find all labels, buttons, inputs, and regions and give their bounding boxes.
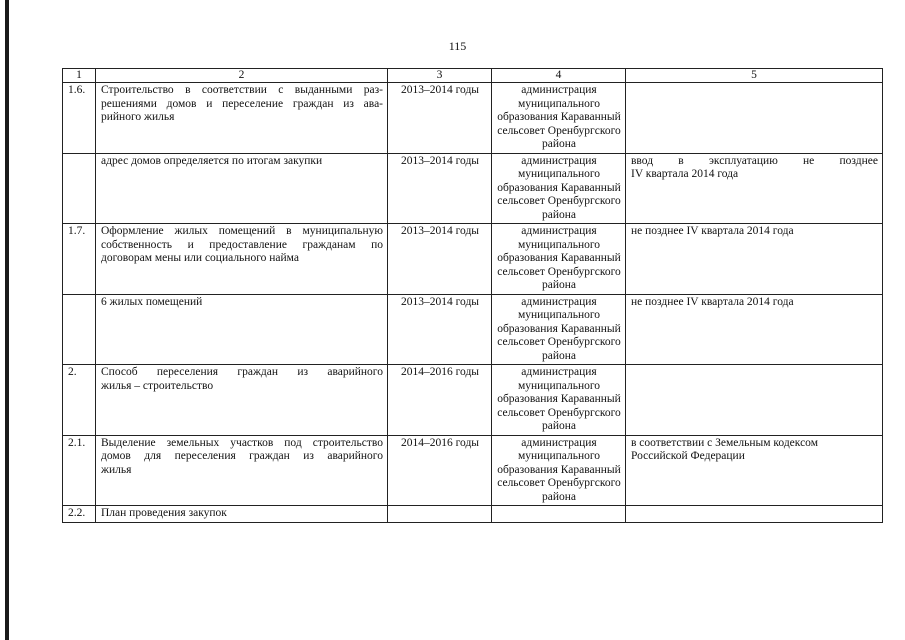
row-description	[96, 294, 388, 365]
description-line: Оформление жилых помещений в муниципальную	[101, 225, 383, 237]
table-row	[63, 153, 883, 224]
description-line: Способ переселения граждан из аварийного	[101, 366, 383, 378]
row-number	[63, 294, 96, 365]
result-line: не позднее IV квартала 2014 года	[631, 295, 794, 308]
responsible-line: сельсовет Оренбургского	[497, 477, 621, 489]
result-line: в соответствии с Земельным кодексом	[631, 436, 818, 449]
responsible-line: администрация	[521, 366, 597, 378]
description-line: жилья – строительство	[101, 379, 214, 392]
row-responsible	[492, 224, 626, 295]
responsible-line: района	[541, 420, 577, 432]
row-years	[388, 506, 492, 523]
responsible-line: сельсовет Оренбургского	[497, 265, 621, 278]
table-row	[63, 506, 883, 523]
row-description	[96, 153, 388, 224]
row-years: 2013–2014 годы	[388, 83, 492, 154]
responsible-line: муниципального	[517, 238, 601, 251]
responsible-line: сельсовет Оренбургского	[497, 406, 621, 419]
result-line: не позднее IV квартала 2014 года	[631, 225, 794, 237]
page-number: 115	[448, 39, 467, 53]
result-line: IV квартала 2014 года	[631, 168, 739, 180]
header-cell-2: 2	[96, 69, 388, 83]
row-description	[96, 224, 388, 295]
responsible-line: образования Караванный	[497, 181, 621, 194]
row-years: 2013–2014 годы	[388, 294, 492, 365]
responsible-line: сельсовет Оренбургского	[497, 195, 621, 207]
responsible-line: района	[541, 279, 577, 291]
responsible-line: района	[541, 138, 577, 150]
row-number: 1.6.	[63, 83, 96, 154]
table-row	[63, 83, 883, 154]
responsible-line: сельсовет Оренбургского	[497, 124, 621, 137]
header-cell-4: 4	[492, 69, 626, 83]
row-responsible	[492, 365, 626, 436]
row-result	[626, 506, 883, 523]
responsible-line: образования Караванный	[497, 252, 621, 264]
responsible-line: образования Караванный	[497, 111, 621, 123]
description-line: рийного жилья	[101, 111, 175, 123]
row-description	[96, 506, 388, 523]
row-result	[626, 153, 883, 224]
row-responsible	[492, 83, 626, 154]
responsible-line: сельсовет Оренбургского	[497, 336, 621, 348]
responsible-line: образования Караванный	[497, 393, 621, 405]
responsible-line: администрация	[521, 84, 597, 96]
responsible-line: муниципального	[517, 97, 601, 110]
row-responsible	[492, 435, 626, 506]
result-line: ввод в эксплуатацию не позднее	[631, 154, 878, 167]
row-description	[96, 435, 388, 506]
row-description	[96, 83, 388, 154]
row-result	[626, 83, 883, 154]
responsible-line: администрация	[521, 295, 597, 308]
row-years: 2014–2016 годы	[388, 435, 492, 506]
description-line: 6 жилых помещений	[101, 295, 203, 308]
responsible-line: муниципального	[517, 309, 601, 321]
scan-edge-line	[5, 0, 9, 640]
row-number: 2.2.	[63, 506, 96, 523]
table-row	[63, 435, 883, 506]
row-years: 2013–2014 годы	[388, 224, 492, 295]
row-result	[626, 365, 883, 436]
responsible-line: муниципального	[517, 450, 601, 462]
responsible-line: района	[541, 349, 577, 362]
responsible-line: района	[541, 208, 577, 221]
plan-table	[62, 68, 883, 523]
row-result	[626, 224, 883, 295]
description-line: План проведения закупок	[101, 507, 227, 519]
row-number: 2.1.	[63, 435, 96, 506]
row-description	[96, 365, 388, 436]
row-responsible	[492, 153, 626, 224]
description-line: договорам мены или социального найма	[101, 252, 299, 264]
table-row	[63, 294, 883, 365]
row-number: 1.7.	[63, 224, 96, 295]
responsible-line: муниципального	[517, 168, 601, 180]
row-years: 2014–2016 годы	[388, 365, 492, 436]
table-row	[63, 365, 883, 436]
description-line: Строительство в соответствии с выданными раз-	[101, 84, 383, 96]
responsible-line: образования Караванный	[497, 322, 621, 335]
header-cell-1: 1	[63, 69, 96, 83]
responsible-line: муниципального	[517, 379, 601, 392]
row-responsible	[492, 506, 626, 523]
header-cell-3: 3	[388, 69, 492, 83]
responsible-line: образования Караванный	[497, 463, 621, 476]
description-line: домов для переселения граждан из аварийного	[101, 450, 383, 462]
description-line: адрес домов определяется по итогам закупки	[101, 154, 323, 167]
table-row	[63, 224, 883, 295]
responsible-line: администрация	[521, 225, 597, 237]
description-line: решениями домов и переселение граждан из ава-	[101, 97, 383, 110]
row-result	[626, 294, 883, 365]
description-line: Выделение земельных участков под строительство	[101, 436, 383, 449]
description-line: собственность и предоставление гражданам по	[101, 238, 383, 251]
responsible-line: администрация	[521, 436, 597, 449]
responsible-line: администрация	[521, 154, 597, 167]
table-header-row	[63, 69, 883, 83]
row-number: 2.	[63, 365, 96, 436]
row-result	[626, 435, 883, 506]
description-line: жилья	[101, 463, 132, 476]
row-responsible	[492, 294, 626, 365]
row-number	[63, 153, 96, 224]
result-line: Российской Федерации	[631, 450, 745, 462]
row-years: 2013–2014 годы	[388, 153, 492, 224]
responsible-line: района	[541, 490, 577, 503]
header-cell-5: 5	[626, 69, 883, 83]
